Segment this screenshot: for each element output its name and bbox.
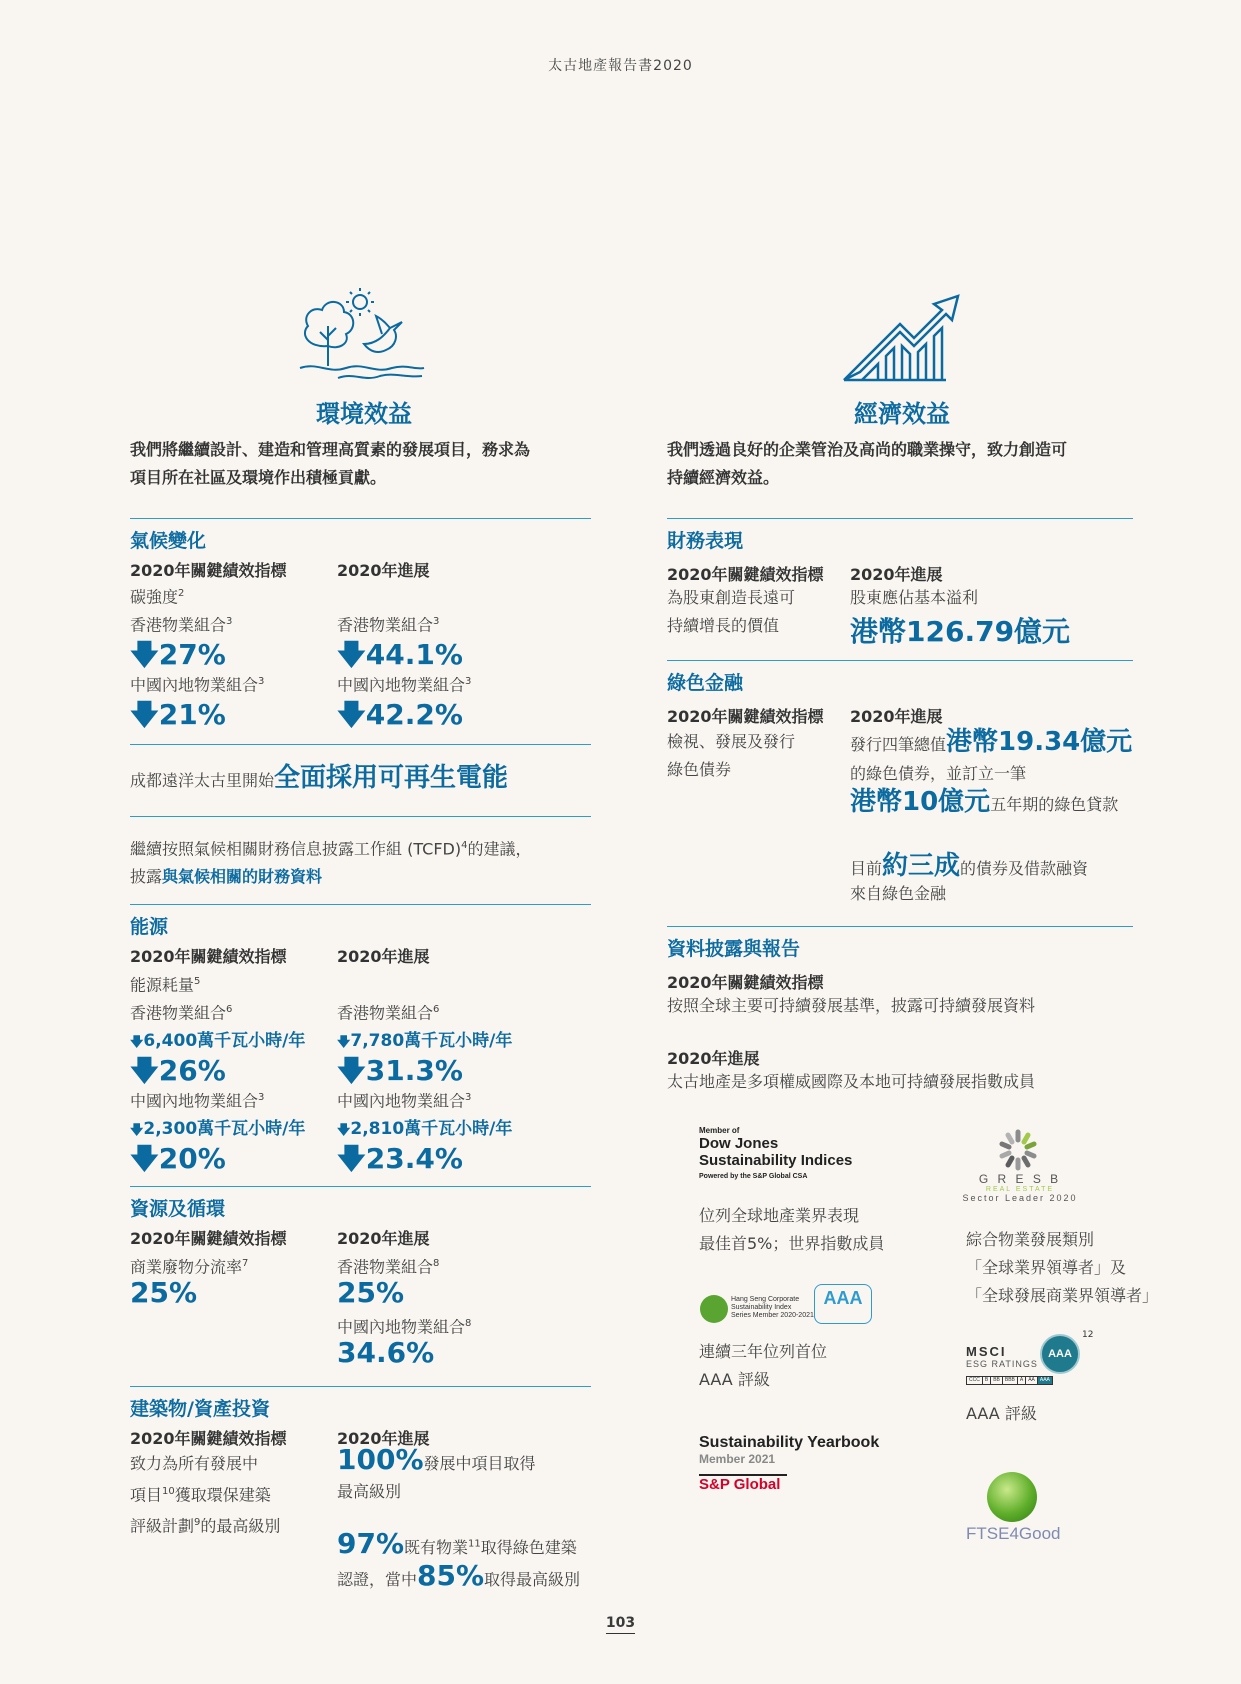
hang-seng-logo: Hang Seng Corporate Sustainability Index Series Member 2020-2021 <box>731 1296 814 1319</box>
climate-metric: 碳強度$^2$ <box>130 587 185 607</box>
resources-cn-label: 中國內地物業組合$^8$ <box>337 1317 472 1337</box>
ftse4good-logo: FTSE4Good <box>966 1524 1061 1543</box>
disclosure-kpi-label: 2020年關鍵績效指標 <box>667 973 824 992</box>
energy-heading: 能源 <box>130 916 169 938</box>
energy-hk-label-progress: 香港物業組合$^6$ <box>337 1003 440 1023</box>
energy-hk-progress-abs: 🡇7,780萬千瓦小時/年 <box>337 1031 513 1051</box>
arrow-down-icon: 🡇 <box>337 1035 351 1050</box>
msci-scale-cell: BB <box>990 1376 1003 1385</box>
arrow-down-icon: 🡇 <box>130 1054 159 1087</box>
energy-hk-kpi: 🡇26% <box>130 1050 226 1098</box>
environment-title: 環境效益 <box>316 400 412 428</box>
energy-hk-kpi-abs: 🡇6,400萬千瓦小時/年 <box>130 1031 306 1051</box>
disclosure-heading: 資料披露與報告 <box>667 938 801 960</box>
energy-metric: 能源耗量$^5$ <box>130 975 201 995</box>
climate-hk-label: 香港物業組合$^3$ <box>130 615 233 635</box>
arrow-down-icon: 🡇 <box>130 1123 144 1138</box>
energy-cn-kpi-abs: 🡇2,300萬千瓦小時/年 <box>130 1119 306 1139</box>
buildings-progress-1: 100%發展中項目取得 最高級別 <box>337 1443 536 1501</box>
energy-cn-progress: 🡇23.4% <box>337 1138 463 1186</box>
gresb-logo-icon <box>996 1128 1040 1172</box>
resources-hk-value: 25% <box>337 1276 405 1309</box>
climate-hk-kpi: 🡇27% <box>130 634 226 682</box>
green-progress-4: 目前約三成的債券及借款融資 <box>850 851 1089 881</box>
green-kpi-label: 2020年關鍵績效指標 <box>667 707 824 726</box>
msci-logo: MSCI ESG RATINGS <box>966 1344 1038 1369</box>
resources-hk-label: 香港物業組合$^8$ <box>337 1257 440 1277</box>
hang-seng-description: 連續三年位列首位 AAA 評級 <box>699 1342 828 1389</box>
msci-description: AAA 評級 <box>966 1404 1037 1423</box>
finance-progress-label: 2020年進展 <box>850 565 943 584</box>
green-progress-label: 2020年進展 <box>850 707 943 726</box>
chengdu-statement: 成都遠洋太古里開始全面採用可再生電能 <box>130 763 509 793</box>
msci-scale-cell: BBB <box>1002 1376 1018 1385</box>
divider <box>667 926 1133 927</box>
energy-kpi-label: 2020年關鍵績效指標 <box>130 947 287 966</box>
energy-cn-label: 中國內地物業組合$^3$ <box>130 1091 265 1111</box>
green-progress-5: 來自綠色金融 <box>850 884 947 903</box>
finance-kpi-text: 為股東創造長遠可 持續增長的價值 <box>667 588 796 635</box>
hang-seng-aaa-badge: AAA <box>814 1284 872 1324</box>
resources-cn-value: 34.6% <box>337 1336 435 1369</box>
arrow-down-icon: 🡇 <box>130 698 159 731</box>
ftse4good-globe-icon <box>987 1472 1037 1522</box>
disclosure-progress-label: 2020年進展 <box>667 1049 760 1068</box>
divider <box>130 1386 591 1387</box>
msci-aaa-badge: AAA <box>1040 1334 1080 1374</box>
finance-kpi-label: 2020年關鍵績效指標 <box>667 565 824 584</box>
msci-rating-scale <box>966 1376 1052 1385</box>
climate-hk-label-progress: 香港物業組合$^3$ <box>337 615 440 635</box>
msci-scale-cell: AA <box>1025 1376 1038 1385</box>
arrow-down-icon: 🡇 <box>130 1142 159 1175</box>
disclosure-kpi-text: 按照全球主要可持續發展基準，披露可持續發展資料 <box>667 996 1036 1015</box>
resources-kpi-value: 25% <box>130 1276 198 1309</box>
energy-hk-label: 香港物業組合$^6$ <box>130 1003 233 1023</box>
report-header: 太古地產報告書2020 <box>548 58 693 74</box>
divider <box>667 660 1133 661</box>
buildings-progress-2: 97%既有物業$^{11}$取得綠色建築 認證，當中85%取得最高級別 <box>337 1527 581 1592</box>
green-finance-heading: 綠色金融 <box>667 672 744 694</box>
msci-footnote: 12 <box>1082 1330 1094 1340</box>
finance-progress-value: 港幣126.79億元 <box>850 615 1071 648</box>
green-progress-3: 港幣10億元五年期的綠色貸款 <box>850 787 1119 817</box>
buildings-kpi-text: 致力為所有發展中 項目$^{10}$獲取環保建築 評級計劃$^9$的最高級別 <box>130 1454 281 1536</box>
djsi-logo: Member of Dow Jones Sustainability Indices Powered by the S&P Global CSA <box>699 1126 853 1180</box>
green-kpi-text: 檢視、發展及發行 綠色債券 <box>667 732 796 779</box>
buildings-progress-label: 2020年進展 <box>337 1429 430 1448</box>
climate-cn-label: 中國內地物業組合$^3$ <box>130 675 265 695</box>
resources-kpi-label: 2020年關鍵績效指標 <box>130 1229 287 1248</box>
gresb-description: 綜合物業發展類別 「全球業界領導者」及 「全球發展商業界領導者」 <box>966 1230 1159 1305</box>
msci-scale-cell: A <box>1017 1376 1026 1385</box>
page-number: 103 <box>0 1615 1241 1631</box>
divider <box>667 518 1133 519</box>
climate-hk-progress: 🡇44.1% <box>337 634 463 682</box>
divider <box>130 816 591 817</box>
divider <box>130 518 591 519</box>
tcfd-statement: 繼續按照氣候相關財務信息披露工作組 (TCFD)$^4$的建議， 披露與氣候相關的財務資料 <box>130 839 532 887</box>
arrow-down-icon: 🡇 <box>130 1035 144 1050</box>
divider <box>130 744 591 745</box>
msci-scale-cell: B <box>982 1376 991 1385</box>
arrow-down-icon: 🡇 <box>337 698 366 731</box>
climate-progress-label: 2020年進展 <box>337 561 430 580</box>
climate-kpi-label: 2020年關鍵績效指標 <box>130 561 287 580</box>
msci-scale-cell: AAA <box>1037 1376 1053 1385</box>
disclosure-progress-text: 太古地產是多項權威國際及本地可持續發展指數成員 <box>667 1072 1036 1091</box>
economic-title: 經濟效益 <box>854 400 950 428</box>
hang-seng-logo-icon <box>700 1295 728 1323</box>
arrow-down-icon: 🡇 <box>130 638 159 671</box>
finance-heading: 財務表現 <box>667 530 744 552</box>
divider <box>130 1186 591 1187</box>
climate-heading: 氣候變化 <box>130 530 207 552</box>
growth-chart-icon <box>842 294 960 382</box>
buildings-kpi-label: 2020年關鍵績效指標 <box>130 1429 287 1448</box>
arrow-down-icon: 🡇 <box>337 1054 366 1087</box>
energy-cn-kpi: 🡇20% <box>130 1138 226 1186</box>
energy-cn-label-progress: 中國內地物業組合$^3$ <box>337 1091 472 1111</box>
environment-icon <box>298 286 428 382</box>
gresb-logo: G R E S B REAL ESTATE Sector Leader 2020 <box>962 1172 1078 1203</box>
resources-heading: 資源及循環 <box>130 1198 226 1220</box>
arrow-down-icon: 🡇 <box>337 638 366 671</box>
arrow-down-icon: 🡇 <box>337 1142 366 1175</box>
arrow-down-icon: 🡇 <box>337 1123 351 1138</box>
economic-intro: 我們透過良好的企業管治及高尚的職業操守，致力創造可 持續經濟效益。 <box>667 440 1068 487</box>
climate-cn-progress: 🡇42.2% <box>337 694 463 742</box>
resources-metric: 商業廢物分流率$^7$ <box>130 1257 249 1277</box>
energy-progress-label: 2020年進展 <box>337 947 430 966</box>
sp-yearbook-logo: Sustainability Yearbook Member 2021 S&P Global <box>699 1434 880 1493</box>
buildings-heading: 建築物/資產投資 <box>130 1398 270 1420</box>
msci-scale-cell: CCC <box>966 1376 983 1385</box>
green-progress-2: 的綠色債券，並訂立一筆 <box>850 764 1027 783</box>
climate-cn-label-progress: 中國內地物業組合$^3$ <box>337 675 472 695</box>
resources-progress-label: 2020年進展 <box>337 1229 430 1248</box>
finance-progress-text: 股東應佔基本溢利 <box>850 588 979 607</box>
climate-cn-kpi: 🡇21% <box>130 694 226 742</box>
energy-cn-progress-abs: 🡇2,810萬千瓦小時/年 <box>337 1119 513 1139</box>
divider <box>130 904 591 905</box>
djsi-description: 位列全球地產業界表現 最佳首5%；世界指數成員 <box>699 1206 885 1253</box>
green-progress-1: 發行四筆總值港幣19.34億元 <box>850 727 1133 757</box>
energy-hk-progress: 🡇31.3% <box>337 1050 463 1098</box>
environment-intro: 我們將繼續設計、建造和管理高質素的發展項目，務求為 項目所在社區及環境作出積極貢獻。 <box>130 440 531 487</box>
